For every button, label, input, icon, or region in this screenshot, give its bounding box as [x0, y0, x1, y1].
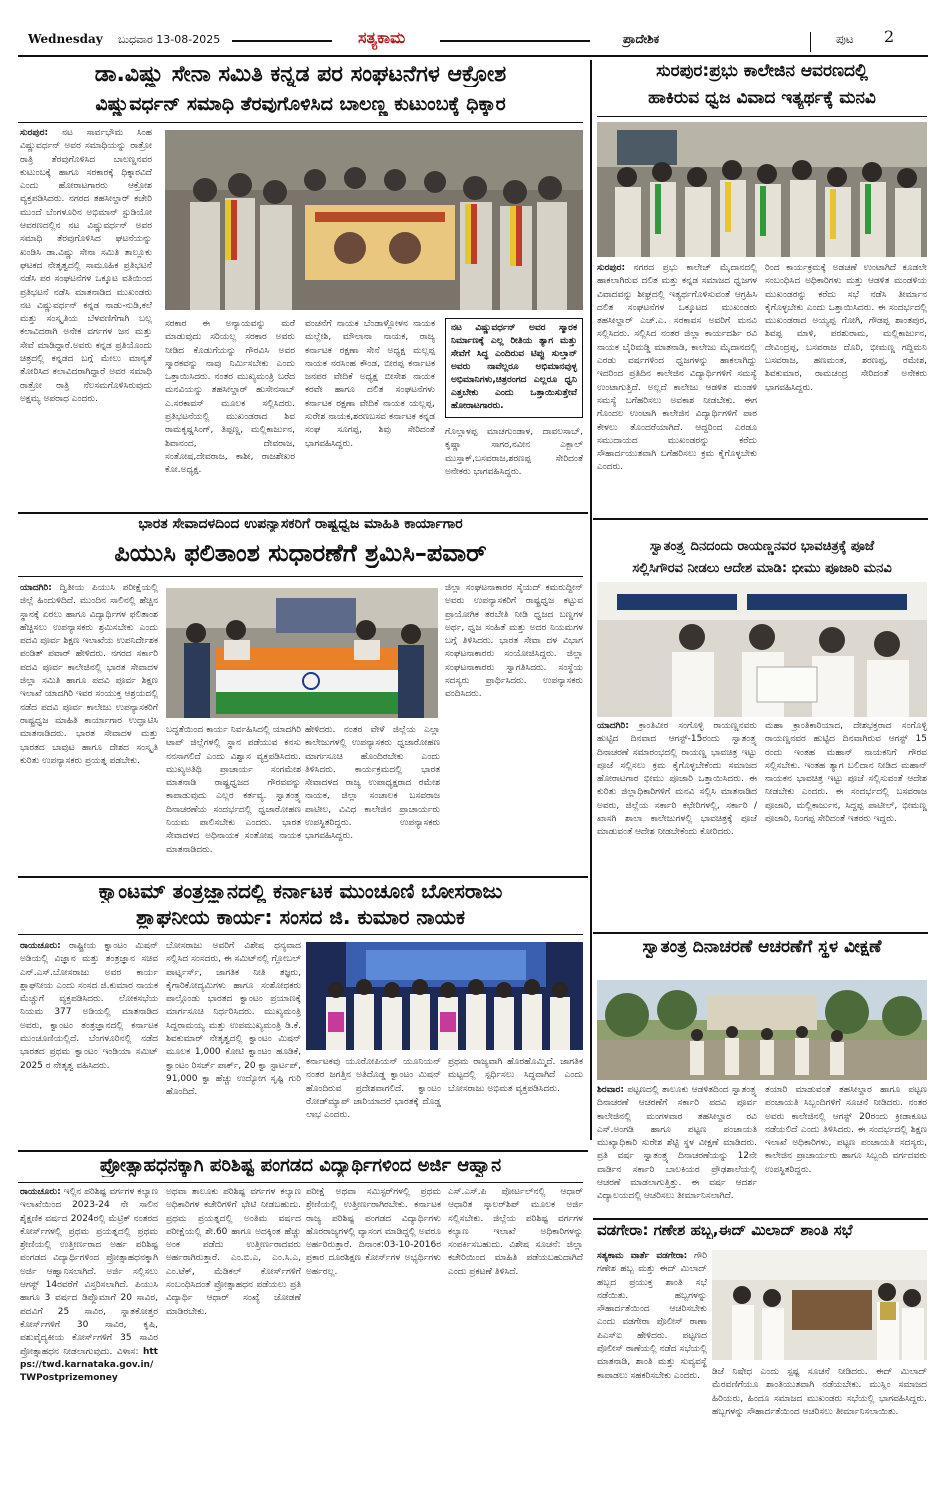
page-number: 2: [884, 27, 895, 46]
section-rule-1: [18, 512, 588, 514]
story1-body-3: ವಂಚನೆಗೆ ನಾಯಕ ಬೆಂಡಾಳ್ಲೋಳನ ನಾಯಕ ಮಲ್ಲೇಶಿ, ಮೌಲಾನಾ ನಾಯಕ, ರಾಜ್ಯ ಕರ್ನಾಟಕ ರಕ್ಷಣಾ ಸೇನೆ ಅಧ್ಯಕ್ಷ ಮಲ್ಲಪ್ಪ ನಾಯಕ ನರಸಿಂಹ ಕೌಂಡ, ಬೀರಪ್ಪ ಕರ್ನಾಟಕ ಜನಪರ ವೇದಿಕೆ ಅಧ್ಯಕ್ಷ ಬೀಸೇಶ ನಾಯಕ ಕರವೇ ಹಾಗೂ ದಲಿತ ಸಂಘಟನೆಗಳು ಕರ್ನಾಟಕ ರಕ್ಷಣಾ ವೇದಿಕೆ ನಾಯಕ ಯಲ್ಲಪ್ಪ, ಸುರೇಶ ನಾಯಕ,ಶರಣಬಸವ ಕರ್ನಾಟಕ ಕನ್ನಡ ಸಂಘ ಸೂಗಪ್ಪ, ಶಿವು ಸೇರಿದಂತೆ ಭಾಗವಹಿಸಿದ್ದರು.: [305, 319, 435, 449]
story5-column-2: [166, 940, 301, 1145]
page-label: ಪುಟ: [836, 32, 854, 46]
newspaper-logo: ಸತ್ಯಕಾಮ: [358, 28, 406, 47]
story1-rule: [18, 122, 583, 123]
story5-headline: ಕ್ವಾಂಟಮ್ ತಂತ್ರಜ್ಞಾನದಲ್ಲಿ ಕರ್ನಾಟಕ ಮುಂಚೂಣಿ ಬೋಸರಾಜು: [98, 880, 503, 903]
story5-body-1: ರಾಷ್ಟ್ರೀಯ ಕ್ವಾಂಟಂ ಮಿಷನ್ ಅಡಿಯಲ್ಲಿ ವಿಜ್ಞಾನ ಮತ್ತು ತಂತ್ರಜ್ಞಾನ ಸಚಿವ ಎನ್.ಎಸ್.ಬೋಸರಾಜು ಅವರ ಕಾರ್ಯ ಶ್ಲಾಘನೀಯ ಎಂದು ಸಂಸದ ಜಿ.ಕುಮಾರ ನಾಯಕ ಮೆಚ್ಚುಗೆ ವ್ಯಕ್ತಪಡಿಸಿದರು. ಲೋಕಸಭೆಯ ನಿಯಮ 377 ಅಡಿಯಲ್ಲಿ ಮಾತನಾಡಿದ ಅವರು, ಕ್ವಾಂಟಂ ತಂತ್ರಜ್ಞಾನದಲ್ಲಿ ಕರ್ನಾಟಕ ಮುಂಚೂಣಿಯಲ್ಲಿದೆ. ಬೆಂಗಳೂರಿನಲ್ಲಿ ನಡೆದ ಭಾರತದ ಪ್ರಥಮ ಕ್ವಾಂಟಂ ಇಂಡಿಯಾ ಸಮಿಟ್ 2025 ರ ನೇತೃತ್ವ ವಹಿಸಿದರು.: [20, 941, 158, 1071]
story4-photo: [597, 582, 927, 717]
story2-body-2: ರಿಂದ ಕಾರ್ಯಕ್ರಮಕ್ಕೆ ಅಡಚಣೆ ಉಂಟಾಗಿದೆ ಕೂಡಲೇ ಸಂಬಂಧಿಸಿದ ಅಧಿಕಾರಿಗಳು ಮತ್ತು ಆಡಳಿತ ಮಂಡಳಿಯ ಮುಖಂಡರನ್ನು ಕರೆದು ಸಭೆ ನಡೆಸಿ ತೀರ್ಮಾನ ಕೈಗೊಳ್ಳಬೇಕು ಎಂದು ಒತ್ತಾಯಿಸಿದರು. ಈ ಸಂದರ್ಭದಲ್ಲಿ ಮುಖಂಡರಾದ ಅಯ್ಯಪ್ಪ ಗೋಗಿ, ಗೌಡಪ್ಪ ಶಾಂತಪುರ, ಶಿವಪ್ಪ ಮಾಳಿ, ಪರಶುರಾಮ, ಮಲ್ಲಿಕಾರ್ಜುನ, ದೇವಿಂದ್ರಪ್ಪ, ಬಸವರಾಜ ದೊರಿ, ಭೀಮಣ್ಣ ಗದ್ದಿಮನಿ ಬಸವರಾಜ, ಹಣಮಂತ, ಶರಣಪ್ಪ, ರಮೇಶ, ಶಿವಕುಮಾರ, ರಾಮಚಂದ್ರ ಸೇರಿದಂತೆ ಅನೇಕರು ಭಾಗವಹಿಸಿದ್ದರು.: [765, 263, 927, 393]
story1-column-3: [305, 318, 435, 508]
story3-column-1: [20, 582, 158, 872]
story1-quote-box: [445, 318, 583, 418]
story7-body-4: ಎಸ್.ಎಸ್.ಪಿ ಪೋರ್ಟಲ್‌ನಲ್ಲಿ ಆಧಾರ್ ಆಧಾರಿತ ಸ್ಕಾಲರ್‌ಶಿಪ್ ಮೂಲಕ ಅರ್ಜಿ ಸಲ್ಲಿಸಬೇಕು. ಜಿಲ್ಲೆಯ ಪರಿಶಿಷ್ಟ ವರ್ಗಗಳ ಕಲ್ಯಾಣ ಇಲಾಖೆ ಅಧಿಕಾರಿಗಳನ್ನು ಸಂಪರ್ಕಿಸಬಹುದು. ವಿಶೇಷ ಸೂಚನೆ: ಜಿಲ್ಲಾ ಕಚೇರಿಯಿಂದ ಮಾಹಿತಿ ಪಡೆಯಬಹುದಾಗಿದೆ ಎಂದು ಪ್ರಕಟಣೆ ತಿಳಿಸಿದೆ.: [448, 1187, 583, 1277]
story4-column-2: [765, 720, 927, 920]
story5-body-3: ಕರ್ನಾಟಕವು ಯೂರೋಪಿಯನ್ ಯೂನಿಯನ್ ನಂತರ ಜಗತ್ತಿನ ಅತಿದೊಡ್ಡ ಕ್ವಾಂಟಂ ಮಿಷನ್ ಹೊಂದಿರುವ ಪ್ರದೇಶವಾಗಲಿದೆ. ಕ್ವಾಂಟಂ ರೋಡ್‌ಮ್ಯಾಪ್ ಜಾರಿಯಾದರೆ ಭಾರತಕ್ಕೆ ದೊಡ್ಡ ಲಾಭ ಎಂದರು.: [306, 1057, 441, 1121]
story3-headline: ಪಿಯುಸಿ ಫಲಿತಾಂಶ ಸುಧಾರಣೆಗೆ ಶ್ರಮಿಸಿ–ಪವಾರ್: [114, 540, 487, 567]
story2-headline: ಸುರಪುರ:ಪ್ರಭು ಕಾಲೇಜಿನ ಆವರಣದಲ್ಲಿ: [656, 62, 868, 81]
story7-column-2: [166, 1186, 301, 1486]
story6-body-2: ತಯಾರಿ ಮಾಡುವಂತೆ ತಹಸೀಲ್ದಾರ ಹಾಗೂ ಪಟ್ಟಣ ಪಂಚಾಯತಿ ಸಿಬ್ಬಂದಿಗಳಿಗೆ ಸೂಚನೆ ನೀಡಿದರು. ನಂತರ ಅವರು ಕಾಲೇಜಿನಲ್ಲಿ ಆಗಸ್ಟ್ 20ರಂದು ಕ್ರೀಡಾಕೂಟ ನಡೆಯಲಿದೆ ಎಂದು ತಿಳಿಸಿದರು. ಈ ಸಂದರ್ಭದಲ್ಲಿ ಶಿಕ್ಷಣ ಇಲಾಖೆ ಅಧಿಕಾರಿಗಳು, ಪಟ್ಟಣ ಪಂಚಾಯತಿ ಸದಸ್ಯರು, ಕಾಲೇಜಿನ ಪ್ರಾಚಾರ್ಯರು ಹಾಗೂ ಸಿಬ್ಬಂದಿ ವರ್ಗದವರು ಉಪಸ್ಥಿತರಿದ್ದರು.: [765, 1085, 927, 1175]
story3-body-3: ಹೇಳಿದರು. ನಂತರ ವೇಳೆ ಜಿಲ್ಲೆಯ ಎಲ್ಲಾ ಕಾಲೇಜುಗಳಲ್ಲಿ ಉಪನ್ಯಾಸಕರು ಧ್ವಜಾರೋಹಣ ಮಾರ್ಗಸೂಚಿ ಹೊಂದಿರಬೇಕು ಎಂದು ತಿಳಿಸಿದರು. ಕಾರ್ಯಕ್ರಮದಲ್ಲಿ ಭಾರತ ಸೇವಾದಳದ ರಾಜ್ಯ ಉಪಾಧ್ಯಕ್ಷರಾದ ರಮೇಶ ನಾಯಕ, ಜಿಲ್ಲಾ ಸಂಚಾಲಕ ಬಸವರಾಜ ಪಾಟೀಲ, ವಿವಿಧ ಕಾಲೇಜಿನ ಪ್ರಾಚಾರ್ಯರು ಉಪಸ್ಥಿತರಿದ್ದರು. ಉಪನ್ಯಾಸಕರು ಭಾಗವಹಿಸಿದ್ದರು.: [305, 725, 440, 842]
story7-link: https://twd.karnataka.gov.in/TWPostprizemoney: [20, 1346, 158, 1384]
story2-rule: [597, 116, 927, 117]
story3-dateline: ಯಾದಗಿರಿ:: [20, 583, 52, 593]
story1-subhead: ವಿಷ್ಣುವರ್ಧನ್ ಸಮಾಧಿ ತೆರವುಗೊಳಿಸಿದ ಬಾಲಣ್ಣ ಕುಟುಂಬಕ್ಕೆ ಧಿಕ್ಕಾರ: [95, 94, 506, 115]
section-rule-2r: [593, 932, 928, 934]
story6-column-1: [597, 1084, 757, 1214]
story2-body-1: ನಗರದ ಪ್ರಭು ಕಾಲೇಜ್ ಮೈದಾನದಲ್ಲಿ ಹಾಕಲಾಗಿರುವ ದಲಿತ ಮತ್ತು ಕನ್ನಡ ಸಮಾಜದ ಧ್ವಜಗಳ ವಿವಾದವನ್ನು ಶೀಘ್ರದಲ್ಲಿ ಇತ್ಯರ್ಥಗೊಳಿಸುವಂತೆ ಆಗ್ರಹಿಸಿ ದಲಿತ ಸಂಘಟನೆಗಳ ಒಕ್ಕೂಟದ ಮುಖಂಡರು ತಹಸೀಲ್ದಾರ್ ಎಚ್.ಎ. ಸರಕಾವಸ ಅವರಿಗೆ ಮನವಿ ಸಲ್ಲಿಸಿದರು. ಸಲ್ಲಿಸಿದ ನಂತರ ಜಿಲ್ಲಾ ಕಾರ್ಯದರ್ಶಿ ರವಿ ನಾಯಕ ಬೈರಿಮಡ್ಡಿ ಮಾತನಾಡಿ, ಕಾಲೇಜು ಮೈದಾನದಲ್ಲಿ ಎರಡು ವರ್ಷಗಳಿಂದ ಧ್ವಜಗಳನ್ನು ಹಾಕಲಾಗಿದ್ದು ಇದರಿಂದ ಪ್ರತಿದಿನ ಕಾಲೇಜಿನ ವಿದ್ಯಾರ್ಥಿಗಳಿಗೆ ಸಮಸ್ಯೆ ಉಂಟಾಗುತ್ತಿದೆ. ಅಲ್ಲದೆ ಕಾಲೇಜು ಆಡಳಿತ ಮಂಡಳಿ ಸಮಸ್ಯೆ ಬಗೆಹರಿಸಲು ಅವಕಾಶ ನೀಡಬೇಕು. ಈಗ ಗೊಂದಲ ಉಂಟಾಗಿ ಕಾಲೇಜಿನ ವಿದ್ಯಾರ್ಥಿಗಳಿಗೆ ಪಾಠ ಕೇಳಲು ತೊಂದರೆಯಾಗಿದೆ. ಆದ್ದರಿಂದ ಎರಡೂ ಸಮುದಾಯದ ಮುಖಂಡರನ್ನು ಕರೆದು ಸೌಹಾರ್ದಯುತವಾಗಿ ಬಗೆಹರಿಸಲು ಕ್ರಮ ಕೈಗೊಳ್ಳಬೇಕು ಎಂದರು.: [597, 263, 757, 473]
story2-dateline: ಸುರಪುರ:: [597, 263, 626, 273]
masthead-divider: [810, 32, 811, 52]
masthead-day: Wednesday: [28, 32, 103, 46]
story1-column-4: [445, 426, 583, 508]
story5-subhead: ಶ್ಲಾಘನೀಯ ಕಾರ್ಯ: ಸಂಸದ ಜಿ. ಕುಮಾರ ನಾಯಕ: [135, 906, 466, 929]
story1-quote: ನಟ ವಿಷ್ಣುವರ್ಧನ್ ಅವರ ಸ್ಮಾರಕ ನಿರ್ಮಾಣಕ್ಕೆ ಎಲ್ಲ ರೀತಿಯ ತ್ಯಾಗ ಮತ್ತು ಸೇವೆಗೆ ಸಿದ್ಧ ಎಂದಿರುವ ಟಿಪ್ಪು ಸುಲ್ತಾನ್ ಅವರು ನಾವೆಲ್ಲರೂ ಅಭಿಮಾನವುಳ್ಳ ಅಭಿಮಾನಿಗಳು,ಚಿತ್ರರಂಗದ ಎಲ್ಲರೂ ಧ್ವನಿ ಎತ್ತಬೇಕು ಎಂದು ಒತ್ತಾಯಿಸುತ್ತೇವೆ ಹೋರಾಟಗಾರರು.: [451, 323, 577, 411]
story4-body-2: ಮಹಾ ಕ್ರಾಂತಿಕಾರಿಯಾದ, ದೇಶಭಕ್ತರಾದ ಸಂಗೊಳ್ಳಿ ರಾಯಣ್ಣನವರ ಹುಟ್ಟಿದ ದಿನವಾಗಿರುವ ಆಗಸ್ಟ್ 15 ರಂದು ಇಂತಹ ಮಹಾನ್ ನಾಯಕನಿಗೆ ಗೌರವ ಸಲ್ಲಿಸಬೇಕು. ಇಂತಹ ತ್ಯಾಗ ಬಲಿದಾನ ನೀಡಿದ ಮಹಾನ್ ನಾಯಕನ ಭಾವಚಿತ್ರ ಇಟ್ಟು ಪೂಜೆ ಸಲ್ಲಿಸುವಂತೆ ಆದೇಶ ನೀಡಬೇಕು ಎಂದರು. ಈ ಸಂದರ್ಭದಲ್ಲಿ ಬಸವರಾಜ ಪೂಜಾರಿ, ಮಲ್ಲಿಕಾರ್ಜುನ, ಸಿದ್ದಪ್ಪ ಪಾಟೀಲ್, ಭೀಮಣ್ಣ ಪೂಜಾರಿ, ನಿಂಗಪ್ಪ ಸೇರಿದಂತೆ ಇತರರು ಇದ್ದರು.: [765, 721, 927, 825]
story2-column-1: [597, 262, 757, 512]
story8-headline: ವಡಗೇರಾ: ಗಣೇಶ ಹಬ್ಬ,ಈದ್ ಮಿಲಾದ್ ಶಾಂತಿ ಸಭೆ: [597, 1222, 853, 1239]
story1-column-1: [20, 127, 152, 507]
section-rule-3r: [593, 1218, 928, 1220]
story8-column-2: [712, 1366, 927, 1490]
story2-column-2: [765, 262, 927, 512]
story5-column-3: [306, 1056, 441, 1146]
story4-headline: ಸ್ವಾತಂತ್ರ್ಯ ದಿನದಂದು ರಾಯಣ್ಣನವರ ಭಾವಚಿತ್ರಕ್ಕೆ ಪೂಜೆ: [649, 540, 875, 554]
story7-column-4: [448, 1186, 583, 1486]
section-rule-2: [18, 876, 588, 878]
story5-rule: [18, 934, 583, 935]
story3-body-2: ಬದ್ಧತೆಯಿಂದ ಕಾರ್ಯ ನಿರ್ವಹಿಸಿದಲ್ಲಿ ಯಾದಗಿರಿ ಟಾಪ್ ಜಿಲ್ಲೆಗಳಲ್ಲಿ ಸ್ಥಾನ ಪಡೆಯುವ ಕನಸು ನನಸಾಗಲಿದೆ ಎಂದು ವಿಶ್ವಾಸ ವ್ಯಕ್ತಪಡಿಸಿದರು. ಮುಖ್ಯಅತಿಥಿ ಪ್ರಾಚಾರ್ಯ ಸಂಗಮೇಶ ಮಾತನಾಡಿ ರಾಷ್ಟ್ರಧ್ವಜದ ಗೌರವವನ್ನು ಕಾಪಾಡುವುದು ಎಲ್ಲರ ಕರ್ತವ್ಯ. ಸ್ವಾತಂತ್ರ್ಯ ದಿನಾಚರಣೆಯ ಸಂದರ್ಭದಲ್ಲಿ ಧ್ವಜಾರೋಹಣ ನಿಯಮ ಪಾಲಿಸಬೇಕು ಎಂದರು. ಭಾರತ ಸೇವಾದಳದ ಅಧಿನಾಯಕ ಸಂತೋಷ ನಾಯಕ ಮಾತನಾಡಿದರು.: [166, 725, 301, 855]
story6-dateline: ಶಿರವಾರ:: [597, 1085, 625, 1095]
story4-dateline: ಯಾದಗಿರಿ:: [597, 721, 629, 731]
story1-headline: ಡಾ.ವಿಷ್ಣು ಸೇನಾ ಸಮಿತಿ ಕನ್ನಡ ಪರ ಸಂಘಟನೆಗಳ ಆಕ್ರೋಶ: [94, 62, 507, 87]
story1-dateline: ಸುರಪುರ:: [20, 128, 49, 138]
story6-photo: [597, 980, 927, 1080]
story5-dateline: ರಾಯಚೂರು:: [20, 941, 61, 951]
story7-rule: [18, 1182, 583, 1183]
story6-headline: ಸ್ವಾತಂತ್ರ ದಿನಾಚರಣೆ ಆಚರಣೆಗೆ ಸ್ಥಳ ವೀಕ್ಷಣೆ: [642, 938, 882, 957]
story7-column-3: [306, 1186, 441, 1486]
story7-body-2: ಅಥವಾ ತಾಲೂಕು ಪರಿಶಿಷ್ಟ ವರ್ಗಗಳ ಕಲ್ಯಾಣ ಅಧಿಕಾರಿಗಳ ಕಚೇರಿಗಳಿಗೆ ಭೇಟಿ ನೀಡಬಹುದು. ಪ್ರಥಮ ಪ್ರಯತ್ನದಲ್ಲಿ ಅಂತಿಮ ವರ್ಷದ ಪರೀಕ್ಷೆಯಲ್ಲಿ ಶೇ.60 ಹಾಗೂ ಅದಕ್ಕಿಂತ ಹೆಚ್ಚು ಅಂಕ ಪಡೆದು ಉತ್ತೀರ್ಣರಾದವರು ಅರ್ಹರಾಗಿರುತ್ತಾರೆ. ಎಂ.ಬಿ.ಎ, ಎಂ.ಸಿ.ಎ, ಎಂ.ಟೆಕ್, ಮೆಡಿಕಲ್ ಕೋರ್ಸ್‌ಗಳಿಗೆ ಸಂಬಂಧಿಸಿದಂತೆ ಪ್ರೋತ್ಸಾಹಧನ ಪಡೆಯಲು ಪ್ರತಿ ವಿದ್ಯಾರ್ಥಿ ಆಧಾರ್ ಸಂಖ್ಯೆ ಜೋಡಣೆ ಮಾಡಿರಬೇಕು.: [166, 1187, 301, 1317]
masthead-date: ಬುಧವಾರ 13-08-2025: [118, 33, 221, 46]
story1-body-2: ಸರಕಾರ ಈ ಅನ್ಯಾಯವನ್ನು ಮರೆ ಮಾಡುವುದು ಸರಿಯಲ್ಲ ಸರಕಾರ ಅವರು ನೀಡಿದ ಕೊಡುಗೆಯನ್ನು ಗೌರವಿಸಿ ಅವರ ಸ್ಮಾರಕವನ್ನು ನಾವು ನಿರ್ಮಿಸಬೇಕು ಎಂದು ಒತ್ತಾಯಿಸಿದರು. ನಂತರ ಮುಖ್ಯಮಂತ್ರಿ ಬರೆದ ಮನವಿಯನ್ನು ತಹಸೀಲ್ದಾರ್ ಹುಸೇನಸಾಬ್ ಎ.ಸರಕಾವಸ್ ಮೂಲಕ ಸಲ್ಲಿಸಿದರು. ಪ್ರತಿಭಟನೆಯಲ್ಲಿ ಮುಖಂಡರಾದ ಶಿವ ರಾಮಕೃಷ್ಣಸಿಂಗ್, ತಿಪ್ಪಣ್ಣ, ಮಲ್ಲಿಕಾರ್ಜುನ, ಶಿವಾನಂದ, ದೇವರಾಜ, ಸಂತೋಷ,ದೇವರಾಜ, ಕಾಶೀ, ರಾಜಶೇಖರ ಕೋ.ಅಧ್ಯಕ್ಷ.: [165, 319, 295, 476]
story7-body-3: ಪರೀಕ್ಷೆ ಅಥವಾ ಸಮಿಸ್ಟರ್‌ಗಳಲ್ಲಿ ಪ್ರಥಮ ಶ್ರೇಣಿಯಲ್ಲಿ ಉತ್ತೀರ್ಣರಾಗಿರಬೇಕು. ಕರ್ನಾಟಕ ರಾಜ್ಯ ಪರಿಶಿಷ್ಟ ಪಂಗಡದ ವಿದ್ಯಾರ್ಥಿಗಳು ಹೊರರಾಜ್ಯಗಳಲ್ಲಿ ವ್ಯಾಸಂಗ ಮಾಡಿದ್ದಲ್ಲಿ ಅವರೂ ಅರ್ಹರಿರುತ್ತಾರೆ. ದಿನಾಂಕ:03-10-2016ರ ಪ್ರಕಾರ ದೂರಶಿಕ್ಷಣ ಕೋರ್ಸ್‌ಗಳ ಅಭ್ಯರ್ಥಿಗಳು ಅರ್ಹರಲ್ಲ.: [306, 1187, 441, 1277]
story4-column-1: [597, 720, 757, 880]
story3-column-4: [445, 582, 583, 872]
story2-subhead: ಹಾಕಿರುವ ಧ್ವಜ ವಿವಾದ ಇತ್ಯರ್ಥಕ್ಕೆ ಮನವಿ: [648, 89, 876, 108]
story8-body-1: ಗೌರಿ ಗಣೇಶ ಹಬ್ಬ ಮತ್ತು ಈದ್ ಮಿಲಾದ್ ಹಬ್ಬದ ಪ್ರಯುಕ್ತ ಶಾಂತಿ ಸಭೆ ನಡೆಯಿತು. ಹಬ್ಬಗಳನ್ನು ಸೌಹಾರ್ದತೆಯಿಂದ ಆಚರಿಸಬೇಕು ಎಂದು ವಡಗೇರಾ ಪೊಲೀಸ್ ಠಾಣಾ ಪಿಎಸ್‌ಐ ಹೇಳಿದರು. ಪಟ್ಟಣದ ಪೊಲೀಸ್ ಠಾಣೆಯಲ್ಲಿ ನಡೆದ ಸಭೆಯಲ್ಲಿ ಮಾತನಾಡಿ, ಶಾಂತಿ ಮತ್ತು ಸುವ್ಯವಸ್ಥೆ ಕಾಪಾಡಲು ಸಹಕರಿಸಬೇಕು ಎಂದರು.: [597, 1251, 707, 1381]
section-rule-1r: [593, 518, 928, 520]
story5-body-4: ಪ್ರಥಮ ರಾಜ್ಯವಾಗಿ ಹೊರಹೊಮ್ಮಿದೆ. ಜಾಗತಿಕ ಮಟ್ಟದಲ್ಲಿ ಸ್ಪರ್ಧಿಸಲು ಸಿದ್ಧವಾಗಿದೆ ಎಂದು ಬೋಸರಾಜು ಅಭಿಮತ ವ್ಯಕ್ತಪಡಿಸಿದರು.: [448, 1057, 583, 1094]
masthead-bottom-rule: [18, 55, 928, 57]
story8-photo: [712, 1250, 927, 1360]
story5-body-2: ಬೋಸರಾಜು ಅವರಿಗೆ ವಿಶೇಷ ಧನ್ಯವಾದ ಸಲ್ಲಿಸಿದ ಸಂಸದರು, ಈ ಸಮಿಟ್‌ನಲ್ಲಿ ಗ್ಲೋಬಲ್ ಪಾರ್ಟ್ನರ್ಸ್, ಜಾಗತಿಕ ನೀತಿ ತಜ್ಞರು, ಕೈಗಾರಿಕೋದ್ಯಮಿಗಳು ಹಾಗೂ ಸಂಶೋಧಕರು ಪಾಲ್ಗೊಂಡು ಭಾರತದ ಕ್ವಾಂಟಂ ಪ್ರಯಾಣಕ್ಕೆ ಮಾರ್ಗಸೂಚಿ ನಿರ್ಧರಿಸಿದರು. ಮುಖ್ಯಮಂತ್ರಿ ಸಿದ್ದರಾಮಯ್ಯ ಮತ್ತು ಉಪಮುಖ್ಯಮಂತ್ರಿ ಡಿ.ಕೆ. ಶಿವಕುಮಾರ್ ನೇತೃತ್ವದಲ್ಲಿ ಕ್ವಾಂಟಂ ಮಿಷನ್ ಮೂಲಕ 1,000 ಕೋಟಿ ಕ್ವಾಂಟಂ ಹೂಡಿಕೆ, ಕ್ವಾಂಟಂ ರಿಸರ್ಚ್ ಪಾರ್ಕ್, 20 ಕ್ವಾ ಸ್ಟಾರ್ಟಪ್, 91,000 ಕ್ವಾ ಹೆಚ್ಚು ಉದ್ಯೋಗ ಸೃಷ್ಟಿ ಗುರಿ ಹೊಂದಿದೆ.: [166, 941, 301, 1098]
story7-column-1: [20, 1186, 158, 1486]
story1-photo: [165, 130, 583, 310]
story3-kicker: ಭಾರತ ಸೇವಾದಳದಿಂದ ಉಪನ್ಯಾಸಕರಿಗೆ ರಾಷ್ಟ್ರಧ್ವಜ ಮಾಹಿತಿ ಕಾರ್ಯಾಗಾರ: [138, 516, 463, 532]
column-divider: [590, 60, 592, 1140]
story3-photo: [166, 588, 438, 718]
story2-photo: [597, 122, 927, 257]
section-rule-3: [18, 1150, 588, 1152]
story8-column-1: [597, 1250, 707, 1490]
story8-byline: ಸತ್ಯಕಾಮ ವಾರ್ತೆ ವಡಗೇರಾ:: [597, 1251, 688, 1261]
story3-column-2: [166, 724, 301, 872]
story6-body-1: ಪಟ್ಟಣದಲ್ಲಿ ತಾಲೂಕು ಆಡಳಿತದಿಂದ ಸ್ವಾತಂತ್ರ್ಯ ದಿನಾಚರಣೆ ಆಚರಣೆಗೆ ಸರ್ಕಾರಿ ಪದವಿ ಪೂರ್ವ ಕಾಲೇಜಿನಲ್ಲಿ ಮಂಗಳವಾರ ತಹಸೀಲ್ದಾರ ರವಿ ಎಸ್.ಅಂಗಡಿ ಹಾಗೂ ಪಟ್ಟಣ ಪಂಚಾಯತಿ ಮುಖ್ಯಾಧಿಕಾರಿ ಸುರೇಶ ಶೆಟ್ಟಿ ಸ್ಥಳ ವೀಕ್ಷಣೆ ಮಾಡಿದರು. ಪ್ರತಿ ವರ್ಷ ಸ್ವಾತಂತ್ರ್ಯ ದಿನಾಚರಣೆಯನ್ನು 12ನೇ ವಾರ್ಡಿನ ಸರ್ಕಾರಿ ಬಾಲಕಿಯರ ಪ್ರೌಢಶಾಲೆಯಲ್ಲಿ ಆಚರಣೆ ಮಾಡಲಾಗುತ್ತಿತ್ತು. ಈ ವರ್ಷ ಆದರ್ಶ ವಿದ್ಯಾಲಯದಲ್ಲಿ ಆಚರಿಸಲು ತೀರ್ಮಾನಿಸಲಾಗಿದೆ.: [597, 1085, 757, 1202]
story6-column-2: [765, 1084, 927, 1214]
story5-photo: [306, 942, 583, 1050]
story4-subhead: ಸಲ್ಲಿಸಿಗೌರವ ನೀಡಲು ಆದೇಶ ಮಾಡಿ: ಭೀಮು ಪೂಜಾರಿ ಮನವಿ: [632, 562, 892, 576]
masthead-rule-right: [440, 40, 590, 42]
story1-column-2: [165, 318, 295, 508]
story5-column-1: [20, 940, 158, 1145]
story7-dateline: ರಾಯಚೂರು:: [20, 1187, 61, 1197]
story4-body-1: ಕ್ರಾಂತಿವೀರ ಸಂಗೊಳ್ಳಿ ರಾಯಣ್ಣನವರು ಹುಟ್ಟಿದ ದಿನವಾದ ಆಗಸ್ಟ್-15ರಂದು ಸ್ವಾತಂತ್ರ್ಯ ದಿನಾಚರಣೆ ಸಮಾರಂಭದಲ್ಲಿ ರಾಯಣ್ಣ ಭಾವಚಿತ್ರ ಇಟ್ಟು ಪೂಜೆ ಸಲ್ಲಿಸಲು ಕ್ರಮ ಕೈಗೊಳ್ಳಬೇಕೆಂದು ಸಮಾಜದ ಹೋರಾಟಗಾರ ಭೀಮು ಪೂಜಾರಿ ಒತ್ತಾಯಿಸಿದರು. ಈ ಕುರಿತು ಜಿಲ್ಲಾಧಿಕಾರಿಗಳಿಗೆ ಮನವಿ ಸಲ್ಲಿಸಿ ಮಾತನಾಡಿದ ಅವರು, ಜಿಲ್ಲೆಯ ಸರ್ಕಾರಿ ಕಛೇರಿಗಳಲ್ಲಿ, ಸರ್ಕಾರಿ / ಖಾಸಗಿ ಶಾಲಾ ಕಾಲೇಜುಗಳಲ್ಲಿ ಭಾವಚಿತ್ರಕ್ಕೆ ಪೂಜೆ ಮಾಡುವಂತೆ ಆದೇಶ ನೀಡಬೇಕೆಂದು ಕೋರಿದರು.: [597, 721, 757, 838]
story3-rule: [18, 576, 583, 577]
story3-body-4: ಜಿಲ್ಲಾ ಸಂಘಟನಾಕಾರರ ಸೈಯದ್ ಕಮರುದ್ದೀನ್ ಅವರು ಉಪನ್ಯಾಸಕರಿಗೆ ರಾಷ್ಟ್ರಧ್ವಜ ಕಟ್ಟುವ ಪ್ರಾಯೋಗಿಕ ತರಬೇತಿ ನೀಡಿ ಧ್ವಜದ ಬಣ್ಣಗಳ ಅರ್ಥ, ಧ್ವಜ ಸಂಹಿತೆ ಮತ್ತು ಅದರ ನಿಯಮಗಳ ಬಗ್ಗೆ ತಿಳಿಸಿದರು. ಭಾರತ ಸೇವಾ ದಳ ವಿಭಾಗ ಸಂಘಟನಾಕಾರರು ಸಂಯೋಜಿಸಿದ್ದರು. ಜಿಲ್ಲಾ ಸಂಘಟನಾಕಾರರು ಸ್ವಾಗತಿಸಿದರು. ಸಂಸ್ಥೆಯ ಸದಸ್ಯರು ಪ್ರಾರ್ಥಿಸಿದರು. ಉಪನ್ಯಾಸಕರು ವಂದಿಸಿದರು.: [445, 583, 583, 700]
story7-headline: ಪ್ರೋತ್ಸಾಹಧನಕ್ಕಾಗಿ ಪರಿಶಿಷ್ಟ ಪಂಗಡದ ವಿದ್ಯಾರ್ಥಿಗಳಿಂದ ಅರ್ಜಿ ಆಹ್ವಾನ: [99, 1156, 502, 1176]
story5-column-4: [448, 1056, 583, 1146]
story3-body-1: ದ್ವಿತೀಯ ಪಿಯುಸಿ ಪರೀಕ್ಷೆಯಲ್ಲಿ ಜಿಲ್ಲೆ ಹಿಂದುಳಿದಿದೆ. ಮುಂದಿನ ಸಾಲಿನಲ್ಲಿ ಹೆಚ್ಚಿನ ಸ್ಥಾನಕ್ಕೆ ಏರಲು ಹಾಗೂ ವಿದ್ಯಾರ್ಥಿಗಳ ಫಲಿತಾಂಶ ಹೆಚ್ಚಿಸಲು ಉಪನ್ಯಾಸಕರು ಶ್ರಮಿಸಬೇಕು ಎಂದು ಪದವಿ ಪೂರ್ವ ಶಿಕ್ಷಣ ಇಲಾಖೆಯ ಉಪನಿರ್ದೇಶಕ ಪಂಡಿತ್ ಪವಾರ್ ಹೇಳಿದರು. ನಗರದ ಸರ್ಕಾರಿ ಪದವಿ ಪೂರ್ವ ಕಾಲೇಜಿನಲ್ಲಿ ಭಾರತ ಸೇವಾದಳ ಜಿಲ್ಲಾ ಸಮಿತಿ ಹಾಗೂ ಪದವಿ ಪೂರ್ವ ಶಿಕ್ಷಣ ಇಲಾಖೆ ಯಾದಗಿರಿ ಇವರ ಸಂಯುಕ್ತ ಆಶ್ರಯದಲ್ಲಿ ನಡೆದ ಪದವಿ ಪೂರ್ವ ಕಾಲೇಜು ಉಪನ್ಯಾಸಕರಿಗೆ ರಾಷ್ಟ್ರಧ್ವಜ ಮಾಹಿತಿ ಕಾರ್ಯಾಗಾರ ಉದ್ಘಾಟಿಸಿ ಮಾತನಾಡಿದರು. ಭಾರತ ಸೇವಾದಳ ಮತ್ತು ಭಾರತದ ಬಾವುಟ ಹಾಗೂ ದೇಶದ ಸಂಸ್ಕೃತಿ ಕುರಿತು ಉಪನ್ಯಾಸಕರು ಪ್ರಯತ್ನ ಪಡಬೇಕು.: [20, 583, 158, 766]
page-category: ಪ್ರಾದೇಶಿಕ: [623, 32, 660, 46]
story3-column-3: [305, 724, 440, 872]
story1-body-1: ನಟ ಸಾರ್ವಭೌಮ ಸಿಂಹ ವಿಷ್ಣುವರ್ಧನ್ ಅವರ ಸಮಾಧಿಯನ್ನು ರಾತ್ರೋ ರಾತ್ರಿ ತೆರವುಗೊಳಿಸಿದ ಬಾಲಣ್ಣನವರ ಕುಟುಂಬಕ್ಕೆ ಹಾಗೂ ಸರಕಾರಕ್ಕೆ ಧಿಕ್ಕಾರವಿದೆ ಎಂದು ಹೋರಾಟಗಾರರು ಆಕ್ರೋಶ ವ್ಯಕ್ತಪಡಿಸಿದರು. ನಗರದ ತಹಸೀಲ್ದಾರ್ ಕಚೇರಿ ಮುಂದೆ ಬೆಂಗಳೂರಿನ ಅಭಿಮಾನ್ ಸ್ಟುಡಿಯೋ ಆವರಣದಲ್ಲಿನ ನಟ ವಿಷ್ಣುವರ್ಧನ್ ಅವರ ಸಮಾಧಿ ತೆರವುಗೊಳಿಸಿದ ಘಟನೆಯನ್ನು ಖಂಡಿಸಿ ಡಾ.ವಿಷ್ಣು ಸೇನಾ ಸಮಿತಿ ತಾಲ್ಲೂಕು ಘಟಕದ ನೇತೃತ್ವದಲ್ಲಿ ಸಾಮೂಹಿಕ ಪ್ರತಿಭಟನೆ ನಡೆಸಿ ಪರ ಸಂಘಟನೆಗಳ ಒಕ್ಕೂಟ ವತಿಯಿಂದ ಪ್ರತಿಭಟನೆ ನಡೆಸಿ ಮಾತನಾಡಿದ ಮುಖಂಡರು ನಟ ವಿಷ್ಣುವರ್ಧನ್ ಕನ್ನಡ ನಾಡು-ನುಡಿ,ಕಲೆ ಮತ್ತು ಸಂಸ್ಕೃತಿಯ ಬೆಳವಣಿಗೆಗಾಗಿ ಬಲ್ಲ ಕಲಾವಿದರಾಗಿ ಅನೇಕ ವರ್ಗಗಳ ಜನ ಮತ್ತು ಸೇವೆ ಮಾಡಿದ್ದಾರೆ.ಅವರು ಕನ್ನಡ ಪ್ರತಿಯೊಂದು ಚಿತ್ರದಲ್ಲಿ ಕನ್ನಡದ ಬಗ್ಗೆ ಮೇಲು ಮಾನ್ಯತೆ ತೋರಿಸಿದ ಕಲಾವಿದರಾಗಿದ್ದಾರೆ ಅವರ ಸಮಾಧಿ ರಾತ್ರೋ ರಾತ್ರಿ ನೆಲಸಮಗೊಳಿಸಿರುವುದು ಅಕ್ಷಮ್ಯ ಅಪರಾಧ ಎಂದರು.: [20, 128, 152, 404]
story7-body-1: ಇಲ್ಲಿನ ಪರಿಶಿಷ್ಟ ವರ್ಗಗಳ ಕಲ್ಯಾಣ ಇಲಾಖೆಯಿಂದ 2023-24 ನೇ ಸಾಲಿನ ಶೈಕ್ಷಣಿಕ ವರ್ಷದ 2024ರಲ್ಲಿ ಮೆಟ್ರಿಕ್ ನಂತರದ ಕೋರ್ಸ್‌ಗಳಲ್ಲಿ ಪ್ರಥಮ ಪ್ರಯತ್ನದಲ್ಲಿ ಪ್ರಥಮ ಶ್ರೇಣಿಯಲ್ಲಿ ಉತ್ತೀರ್ಣರಾದ ಅರ್ಹ ಪರಿಶಿಷ್ಟ ಪಂಗಡದ ವಿದ್ಯಾರ್ಥಿಗಳಿಂದ ಪ್ರೋತ್ಸಾಹಧನಕ್ಕಾಗಿ ಅರ್ಜಿ ಆಹ್ವಾನಿಸಲಾಗಿದೆ. ಅರ್ಜಿ ಸಲ್ಲಿಸಲು ಆಗಸ್ಟ್ 14ರವರೆಗೆ ವಿಸ್ತರಿಸಲಾಗಿದೆ. ಪಿಯುಸಿ ಹಾಗೂ 3 ವರ್ಷದ ಡಿಪ್ಲೊಮಾಗೆ 20 ಸಾವಿರ, ಪದವಿಗೆ 25 ಸಾವಿರ, ಸ್ನಾತಕೋತ್ತರ ಕೋರ್ಸ್‌ಗಳಿಗೆ 30 ಸಾವಿರ, ಕೃಷಿ, ಪಶುವೈದ್ಯಕೀಯ ಕೋರ್ಸ್‌ಗಳಿಗೆ 35 ಸಾವಿರ ಪ್ರೋತ್ಸಾಹಧನ ನೀಡಲಾಗುವುದು. ವಿಳಾಸ:: [20, 1187, 158, 1357]
story1-body-4: ಗೊಲ್ಲಾಳಪ್ಪ ಮಾಚಗುಂಡಾಳ, ದಾವಲಸಾಬ್, ಕೃಷ್ಣಾ ಸಾಗರ,ನವೀನ ಎಕ್ಬಾಲ್ ಮುಸ್ತಾಕ್,ಬಸವರಾಜ,ಶರಣಪ್ಪ ಸೇರಿದಂತೆ ಅನೇಕರು ಭಾಗವಹಿಸಿದ್ದರು.: [445, 427, 583, 477]
story8-body-2: ಡಿಜೆ ನಿಷೇಧ ಎಂದು ಸ್ಪಷ್ಟ ಸೂಚನೆ ನೀಡಿದರು. ಈದ್ ಮಿಲಾದ್ ಮೆರವಣಿಗೆಯೂ ಶಾಂತಿಯುತವಾಗಿ ನಡೆಯಬೇಕು. ಮುಸ್ಲಿಂ ಸಮಾಜದ ಹಿರಿಯರು, ಹಿಂದೂ ಸಮಾಜದ ಮುಖಂಡರು ಸಭೆಯಲ್ಲಿ ಭಾಗವಹಿಸಿದ್ದರು. ಹಬ್ಬಗಳನ್ನು ಸೌಹಾರ್ದತೆಯಿಂದ ಆಚರಿಸಲು ತೀರ್ಮಾನಿಸಲಾಯಿತು.: [712, 1367, 927, 1417]
masthead-rule-left: [232, 40, 332, 42]
